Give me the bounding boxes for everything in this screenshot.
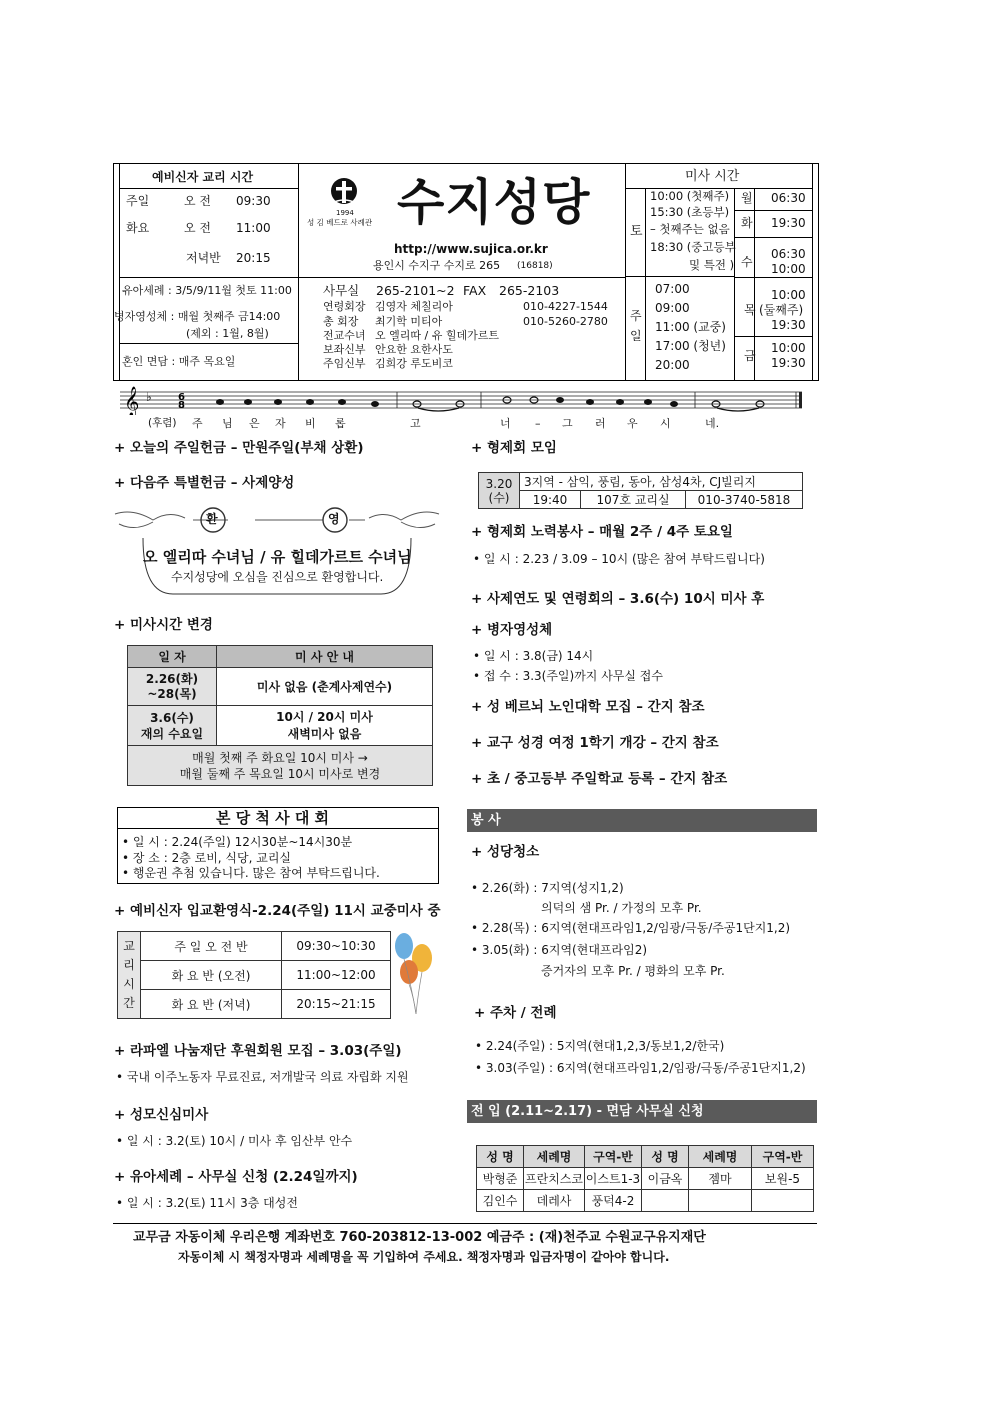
catechumen-title: 예비신자 교리 시간 xyxy=(152,170,254,184)
mass-change-date xyxy=(128,706,217,746)
table-cell: 박형준 xyxy=(477,1168,524,1190)
mass-change-note xyxy=(128,746,433,786)
table-cell: 프란치스코 xyxy=(524,1168,585,1190)
raphael-title: + 라파엘 나눔재단 후원회원 모집 – 3.03(주일) xyxy=(114,1043,402,1059)
staff-phone: 010-4227-1544 xyxy=(523,300,608,313)
weekday-mass: 19:30 xyxy=(771,216,806,230)
hymn-lyric: 러 xyxy=(595,417,606,430)
sun-mass: 09:00 xyxy=(655,301,690,315)
info-line: 10시 / 20시 미사 xyxy=(276,709,373,724)
bazaar-line: • 일 시 : 2.24(주일) 12시30분~14시30분 xyxy=(122,835,353,849)
side-char: 간 xyxy=(123,996,135,1010)
staff-name: 안요한 요한사도 xyxy=(375,343,453,356)
hymn-lyric: 롭 xyxy=(335,417,346,430)
weekday-label: 수 xyxy=(741,255,753,269)
class-name: 화 요 반 (저녁) xyxy=(141,990,282,1019)
mass-change-info: 미사 없음 (춘계사제연수) xyxy=(217,668,433,706)
church-url[interactable]: http://www.sujica.or.kr xyxy=(394,242,548,256)
divider xyxy=(734,277,813,278)
staff-role: 연령회장 xyxy=(323,300,366,313)
brother-date xyxy=(479,473,520,509)
side-char: 시 xyxy=(123,977,135,991)
logo-caption: 성 김 베드로 사례관 xyxy=(307,218,373,227)
class-schedule-table xyxy=(117,931,391,1019)
marian-title: + 성모신심미사 xyxy=(114,1107,209,1123)
brother-title: + 형제회 모임 xyxy=(471,440,557,456)
bazaar-box xyxy=(117,807,439,884)
side-char: 리 xyxy=(123,958,135,972)
weekday-mass: 10:00 xyxy=(771,288,806,302)
svg-text:♭: ♭ xyxy=(146,390,152,404)
table-cell: 젬마 xyxy=(689,1168,752,1190)
office-phone: 265-2101~2 xyxy=(376,283,455,298)
hymn-lyric: 님 xyxy=(222,417,233,430)
catechumen-time: 09:30 xyxy=(236,194,271,208)
staff-name: 김영자 체칠리아 xyxy=(375,300,453,313)
note-line: 매월 첫째 주 화요일 10시 미사 → xyxy=(192,750,368,765)
class-time: 09:30~10:30 xyxy=(282,932,391,961)
raphael-body: • 국내 이주노동자 무료진료, 저개발국 의료 자립화 지원 xyxy=(116,1070,409,1084)
footer-account: 교무금 자동이체 우리은행 계좌번호 760-203812-13-002 예금주 : (재)천주교 수원교구유지재단 xyxy=(133,1230,706,1245)
class-name: 주 일 오 전 반 xyxy=(141,932,282,961)
divider xyxy=(298,277,625,278)
divider xyxy=(119,343,299,344)
parking-line: • 3.03(주일) : 6지역(현대프라임1,2/임광/극동/주공1단지1,2) xyxy=(475,1061,806,1075)
staff-name: 오 엘리따 / 유 힐데가르트 xyxy=(375,329,499,342)
staff-phone: 010-5260-2780 xyxy=(523,315,608,328)
hymn-lyric: 자 xyxy=(275,417,286,430)
table-row xyxy=(128,746,433,786)
table-cell: 이금옥 xyxy=(642,1168,689,1190)
sun-mass: 17:00 (청년) xyxy=(655,339,726,353)
table-cell xyxy=(642,1190,689,1212)
footer-divider xyxy=(113,1223,817,1224)
hymn-lyric: 비 xyxy=(305,417,316,430)
catechumen-ampm: 오 전 xyxy=(184,194,211,208)
marian-body: • 일 시 : 3.2(토) 10시 / 미사 후 임산부 안수 xyxy=(116,1134,353,1148)
divider xyxy=(734,237,813,238)
weekday-mass: 06:30 xyxy=(771,247,806,261)
sunday-label: 주일 xyxy=(630,309,642,343)
table-row xyxy=(477,1190,814,1212)
divider xyxy=(119,188,299,189)
table-row xyxy=(128,668,433,706)
table-header: 미 사 안 내 xyxy=(217,646,433,668)
catechumen-ceremony: + 예비신자 입교환영식-2.24(주일) 11시 교중미사 중 xyxy=(114,903,441,919)
class-time: 20:15~21:15 xyxy=(282,990,391,1019)
sun-mass: 20:00 xyxy=(655,358,690,372)
hymn-refrain-label: (후렴) xyxy=(148,417,177,429)
svg-text:6: 6 xyxy=(178,392,185,403)
brother-place: 107호 교리실 xyxy=(581,491,686,509)
sun-mass: 11:00 (교중) xyxy=(655,320,726,334)
brother-work-title: + 형제회 노력봉사 – 매월 2주 / 4주 토요일 xyxy=(471,524,733,540)
sat-mass: 10:00 (첫째주) xyxy=(650,189,730,203)
hymn-lyric: 그 xyxy=(562,417,573,430)
transfer-bar-label: 전 입 (2.11~2.17) - 면담 사무실 신청 xyxy=(471,1104,704,1119)
staff-role: 총 회장 xyxy=(323,315,359,328)
hymn-lyric: 우 xyxy=(627,417,638,430)
sick-communion-line: • 일 시 : 3.8(금) 14시 xyxy=(473,649,594,663)
class-name: 화 요 반 (오전) xyxy=(141,961,282,990)
hymn-lyric: – xyxy=(535,417,541,430)
sat-mass: 15:30 (초등부) xyxy=(650,205,730,219)
balloons-icon xyxy=(392,928,438,1018)
svg-text:𝄞: 𝄞 xyxy=(124,387,140,415)
catechumen-day: 주일 xyxy=(126,194,150,208)
bulletin-header xyxy=(113,163,819,381)
transfer-bar xyxy=(467,1100,817,1123)
church-zip: (16818) xyxy=(517,261,553,271)
date-line: 재의 수요일 xyxy=(140,726,204,741)
sat-mass: 18:30 (중고등부 xyxy=(650,240,736,254)
sick-communion-note: 병자영성체 : 매월 첫째주 금14:00 xyxy=(114,310,281,323)
sat-mass: – 첫째주는 없음 xyxy=(650,222,730,236)
weekday-label: 목 xyxy=(744,303,756,317)
staff-role: 주임신부 xyxy=(323,357,366,370)
table-cell: 이스트1-3 xyxy=(585,1168,642,1190)
welcome-subtitle: 수지성당에 오심을 진심으로 환영합니다. xyxy=(171,570,384,584)
infant-baptism-body: • 일 시 : 3.2(토) 11시 3층 대성전 xyxy=(116,1196,298,1210)
priest-year-title: + 사제연도 및 연령회의 – 3.6(수) 10시 미사 후 xyxy=(471,591,765,607)
parking-line: • 2.24(주일) : 5지역(현대1,2,3/동보1,2/한국) xyxy=(475,1039,725,1053)
table-row xyxy=(477,1168,814,1190)
cleaning-line: 의덕의 샘 Pr. / 가정의 모후 Pr. xyxy=(541,901,702,915)
info-line: 새벽미사 없음 xyxy=(287,726,362,741)
service-bar xyxy=(467,809,817,832)
hymn-lyric: 시 xyxy=(660,417,671,430)
hymn-lyric: 은 xyxy=(249,417,260,430)
date-line: (수) xyxy=(488,490,510,505)
fax-label: FAX xyxy=(463,283,487,298)
hymn-lyric: 네. xyxy=(705,417,720,430)
weekday-label: 화 xyxy=(741,216,753,230)
catechumen-ampm: 오 전 xyxy=(184,221,211,235)
sunday-school: + 초 / 중고등부 주일학교 등록 – 간지 참조 xyxy=(471,771,728,787)
bazaar-line: • 행운권 추첨 있습니다. 많은 참여 부탁드립니다. xyxy=(122,866,380,880)
table-header: 세례명 xyxy=(689,1146,752,1168)
svg-text:8: 8 xyxy=(178,400,185,411)
date-line: ~28(목) xyxy=(147,686,197,701)
saturday-label: 토 xyxy=(630,224,643,239)
catechumen-time: 20:15 xyxy=(236,251,271,265)
weekday-mass: 10:00 xyxy=(771,341,806,355)
weekday-mass: (둘째주) xyxy=(759,303,804,317)
weekday-mass: 10:00 xyxy=(771,262,806,276)
hymn-lyric: 너 xyxy=(500,417,511,430)
cleaning-title: + 성당청소 xyxy=(471,844,540,860)
date-line: 3.20 xyxy=(485,476,513,491)
weekday-label: 금 xyxy=(744,349,756,363)
brother-work-body: • 일 시 : 2.23 / 3.09 – 10시 (많은 참여 부탁드립니다) xyxy=(473,552,765,566)
class-time: 11:00~12:00 xyxy=(282,961,391,990)
divider xyxy=(119,164,120,380)
parking-title: + 주차 / 전례 xyxy=(474,1005,557,1021)
weekday-label: 월 xyxy=(741,191,753,205)
divider xyxy=(734,336,813,337)
hymn-lyric: 주 xyxy=(192,417,203,430)
table-cell xyxy=(689,1190,752,1212)
music-staff-icon xyxy=(120,383,810,415)
welcome-banner xyxy=(113,506,441,598)
service-bar-label: 봉 사 xyxy=(471,813,501,828)
mass-change-info xyxy=(217,706,433,746)
mass-times-title: 미사 시간 xyxy=(685,169,740,184)
weekday-mass: 19:30 xyxy=(771,318,806,332)
transfer-table xyxy=(476,1145,814,1212)
date-line: 3.6(수) xyxy=(150,710,194,725)
cleaning-line: • 2.28(목) : 6지역(현대프라임1,2/임광/극동/주공1단지1,2) xyxy=(471,921,791,935)
catechumen-day: 화요 xyxy=(126,221,150,235)
bazaar-line: • 장 소 : 2층 로비, 식당, 교리실 xyxy=(122,851,292,865)
class-side-label xyxy=(118,932,141,1019)
elderly-college: + 성 베르뇌 노인대학 모집 – 간지 참조 xyxy=(471,699,705,715)
sat-mass: 및 특전 ) xyxy=(689,258,735,272)
logo-year: 1994 xyxy=(336,209,354,217)
table-header: 구역-반 xyxy=(752,1146,814,1168)
baptism-note: 유아세례 : 3/5/9/11월 첫토 11:00 xyxy=(122,284,292,297)
table-header: 일 자 xyxy=(128,646,217,668)
divider xyxy=(625,276,735,277)
brother-area: 3지역 - 삼익, 풍림, 동아, 삼성4차, CJ빌리지 xyxy=(520,473,803,491)
divider xyxy=(812,164,813,380)
brother-table xyxy=(478,472,803,509)
fax-number: 265-2103 xyxy=(499,283,560,298)
brother-time: 19:40 xyxy=(520,491,581,509)
staff-name: 김희강 루도비코 xyxy=(375,357,453,370)
infant-baptism-title: + 유아세례 – 사무실 신청 (2.24일까지) xyxy=(114,1169,358,1185)
side-char: 교 xyxy=(123,939,135,953)
catechumen-ampm: 저녁반 xyxy=(186,251,221,265)
cleaning-line: • 2.26(화) : 7지역(성지1,2) xyxy=(471,881,624,895)
mass-change-table xyxy=(127,645,433,786)
table-cell: 풍덕4-2 xyxy=(585,1190,642,1212)
offering-next: + 다음주 특별헌금 – 사제양성 xyxy=(114,475,295,491)
cleaning-line: • 3.05(화) : 6지역(현대프라임2) xyxy=(471,943,648,957)
bazaar-title: 본 당 척 사 대 회 xyxy=(216,809,330,827)
divider xyxy=(118,828,438,829)
table-cell: 보원-5 xyxy=(752,1168,814,1190)
sick-communion-line: • 접 수 : 3.3(주일)까지 사무실 접수 xyxy=(473,669,663,683)
table-header: 구역-반 xyxy=(585,1146,642,1168)
welcome-name: 오 엘리따 수녀님 / 유 힐데가르트 수녀님 xyxy=(143,548,412,566)
sick-communion-exception: (제외 : 1월, 8월) xyxy=(186,327,269,340)
church-name: 수지성당 xyxy=(397,174,591,231)
table-header: 성 명 xyxy=(642,1146,689,1168)
table-cell: 김인수 xyxy=(477,1190,524,1212)
weekday-mass: 06:30 xyxy=(771,191,806,205)
mass-change-date xyxy=(128,668,217,706)
sick-communion-title: + 병자영성체 xyxy=(471,622,553,638)
church-logo xyxy=(329,177,359,207)
divider xyxy=(625,164,626,380)
cross-logo-icon xyxy=(329,177,359,209)
welcome-char-right: 영 xyxy=(328,512,340,526)
balloons-image xyxy=(392,928,438,1018)
sun-mass: 07:00 xyxy=(655,282,690,296)
divider xyxy=(734,210,813,211)
footer-note: 자동이체 시 책정자명과 세례명을 꼭 기입하여 주세요. 책정자명과 입금자명이 같아야 합니다. xyxy=(178,1250,670,1264)
mass-change-title: + 미사시간 변경 xyxy=(114,617,213,633)
table-header: 성 명 xyxy=(477,1146,524,1168)
bible-journey: + 교구 성경 여정 1학기 개강 – 간지 참조 xyxy=(471,735,719,751)
welcome-char-left: 환 xyxy=(206,512,218,526)
staff-name: 최기학 미티아 xyxy=(375,315,443,328)
brother-phone: 010-3740-5818 xyxy=(686,491,803,509)
divider xyxy=(645,188,646,380)
weekday-mass: 19:30 xyxy=(771,356,806,370)
catechumen-time: 11:00 xyxy=(236,221,271,235)
table-header: 세례명 xyxy=(524,1146,585,1168)
divider xyxy=(119,277,299,278)
staff-role: 보좌신부 xyxy=(323,343,366,356)
church-address: 용인시 수지구 수지로 265 xyxy=(373,259,501,272)
divider xyxy=(298,164,299,380)
staff-role: 전교수녀 xyxy=(323,329,366,342)
table-cell xyxy=(752,1190,814,1212)
marriage-note: 혼인 면담 : 매주 목요일 xyxy=(122,355,236,368)
divider xyxy=(734,188,735,380)
table-cell: 데레사 xyxy=(524,1190,585,1212)
date-line: 2.26(화) xyxy=(145,671,199,686)
offering-today: + 오늘의 주일헌금 – 만원주일(부채 상환) xyxy=(114,440,364,456)
note-line: 매월 둘째 주 목요일 10시 미사로 변경 xyxy=(179,766,381,781)
table-row xyxy=(128,706,433,746)
cleaning-line: 증거자의 모후 Pr. / 평화의 모후 Pr. xyxy=(541,964,725,978)
office-label: 사무실 xyxy=(323,283,360,298)
hymn-staff xyxy=(120,383,810,431)
hymn-lyric: 고 xyxy=(410,417,421,430)
